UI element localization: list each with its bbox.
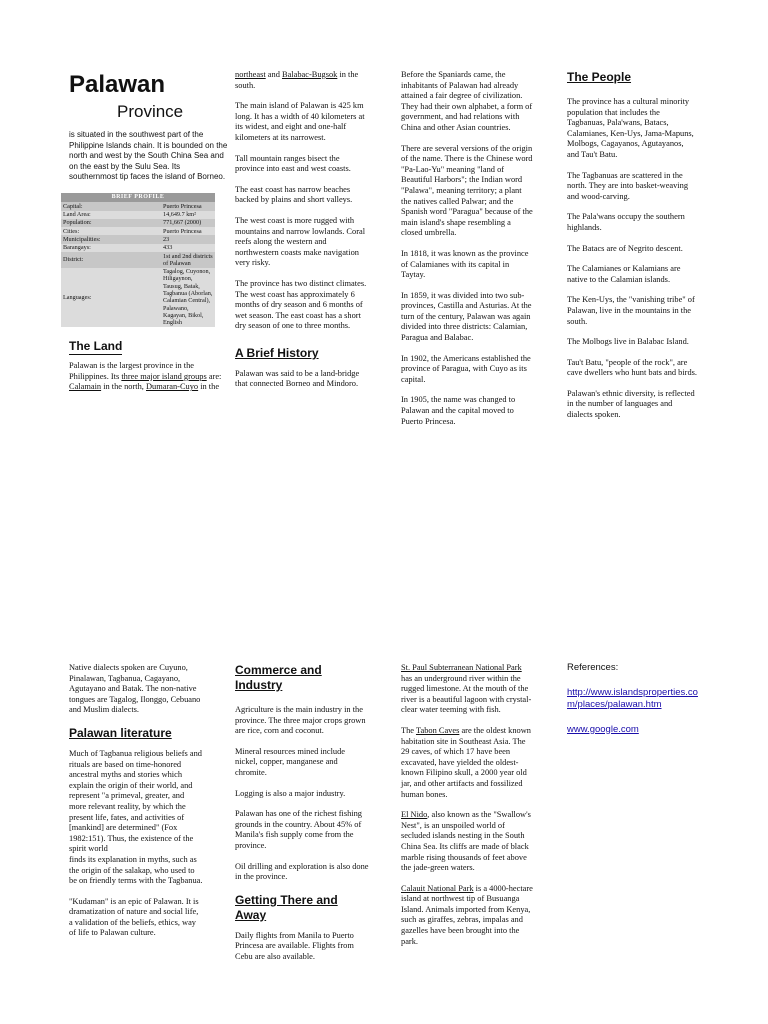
attraction-paragraph: The Tabon Caves are the oldest known habitation site in Southeast Asia. The 29 caves, of which 17 have been excavated, have yielded the oldest-known Filipino skull, a 2000 year old jar, and other artifacts and fossilized human bones.: [401, 725, 531, 799]
history-paragraph: In 1902, the Americans established the province of Paragua, with Cuyo as its capital.: [401, 353, 531, 384]
reference-link[interactable]: http://www.islandsproperties.com/places/palawan.htm: [567, 686, 698, 710]
table-row: Cities: Puerto Princesa: [61, 227, 215, 235]
column-1-bottom: [69, 663, 203, 949]
table-row: District: 1st and 2nd districts of Palawan: [61, 252, 215, 268]
table-header: BRIEF PROFILE: [61, 193, 215, 202]
people-paragraph: Tau't Batu, "people of the rock", are cave dwellers who hunt bats and birds.: [567, 357, 698, 378]
column-2-bottom: [235, 663, 369, 973]
attraction-paragraph: Calauit National Park is a 4000-hectare island at northwest tip of Busuanga Island. Animals imported from Kenya, such as giraffes, zebras, impalas and gazelles have been brought into the park.: [401, 883, 533, 946]
island-groups-link[interactable]: three major island groups: [121, 371, 207, 381]
attraction-paragraph: El Nido, also known as the "Swallow's Nest", is an unspoiled world of secluded islands nesting in the South China Sea. Its cliffs are made of black marble rising thousands of feet above the jade-green waters.: [401, 810, 531, 873]
commerce-paragraph: Oil drilling and exploration is also done in the province.: [235, 861, 369, 882]
history-paragraph: Before the Spaniards came, the inhabitants of Palawan had already attained a fair degree of civilization. They had their own alphabet, a form of government, and had relations with China and other Asian countries.: [401, 70, 533, 132]
reference-link[interactable]: www.google.com: [567, 723, 639, 735]
page-subtitle: Province: [117, 102, 184, 121]
tabon-caves-link[interactable]: Tabon Caves: [415, 725, 460, 735]
literature-paragraph: "Kudaman" is an epic of Palawan. It is dramatization of nature and social life, a validation of the beliefs, ethics, way of life to Palawan culture.: [69, 896, 199, 938]
balabac-bugsok-link[interactable]: Balabac-Bugsok: [281, 70, 338, 79]
page-title: Palawan: [69, 71, 166, 98]
table-row: Capital: Puerto Princesa: [61, 202, 215, 210]
literature-paragraph: Much of Tagbanua religious beliefs and rituals are based on time-honored ancestral myths and stories which explain the origin of their world, and represent "a primeval, greater, and more relevant reality, by which the present life, fates, and activities of [mankind] are determined" (Fox 1982:151). Thus, the existence of the spirit world: [69, 748, 202, 854]
table-row: Land Area: 14,649.7 km²: [61, 211, 215, 219]
the-people-heading: The People: [567, 70, 632, 84]
people-paragraph: The Batacs are of Negrito descent.: [567, 243, 683, 253]
the-land-paragraph: Palawan is the largest province in the Philippines. Its three major island groups are: Calamain in the north, Dumaran-Cuyo in the: [69, 361, 222, 392]
the-land-paragraph-cont: northeast and Balabac-Bugsok in the south.: [235, 70, 359, 90]
people-paragraph: The Pala'wans occupy the southern highlands.: [567, 212, 685, 232]
history-paragraph: There are several versions of the origin of the name. There is the Chinese word "Pa-Lao-Yu" meaning "land of Beautiful Harbors"; the Indian word "Palawa", meaning territory; a plant the natives called Palwar; and the Spanish word "Paragua" because of the main island's shape resembling a closed umbrella.: [401, 143, 533, 238]
column-4-top: [567, 70, 697, 431]
people-paragraph: The Calamianes or Kalamians are native to the Calamian islands.: [567, 264, 681, 284]
column-2-top: [235, 70, 367, 400]
land-paragraph: The west coast is more rugged with mountains and narrow lowlands. Coral reefs along the western and northwestern coasts make navigation very risky.: [235, 215, 366, 268]
land-paragraph: The main island of Palawan is 425 km long. It has a width of 40 kilometers at its widest, and eight and one-half kilometers at its narrowest.: [235, 101, 365, 142]
calamain-link[interactable]: Calamain: [69, 382, 102, 392]
calauit-link[interactable]: Calauit National Park: [401, 883, 474, 893]
column-3-top: [401, 70, 533, 437]
history-paragraph: In 1818, it was known as the province of Calamianes with its capital in Taytay.: [401, 248, 529, 280]
commerce-heading: Commerce and Industry: [235, 663, 322, 692]
commerce-paragraph: Palawan has one of the richest fishing grounds in the country. About 45% of Manila's fish supply come from the province.: [235, 809, 362, 850]
land-paragraph: The province has two distinct climates. The west coast has approximately 6 months of dry season and 6 months of wet season. The east coast has a short dry season of one to three months.: [235, 278, 367, 331]
column-1-top: [63, 71, 229, 403]
el-nido-link[interactable]: El Nido: [401, 810, 428, 820]
brief-profile-table: [61, 193, 215, 327]
attraction-paragraph: St. Paul Subterranean National Park has an underground river within the rugged limestone. At the mouth of the river is a beautiful lagoon with crystal-clear water teeming with fish.: [401, 663, 532, 715]
history-paragraph: In 1859, it was divided into two sub-provinces, Castilla and Asturias. At the turn of the century, Palawan was again divided into three districts: Calamian, Paragua and Balabac.: [401, 290, 532, 343]
table-row: Population: 771,667 (2000): [61, 219, 215, 227]
literature-paragraph-cont: finds its explanation in myths, such as the origin of the salakap, who used to be on friendly terms with the Tagbanua.: [69, 854, 203, 886]
brief-history-heading: A Brief History: [235, 345, 319, 360]
history-paragraph: Palawan was said to be a land-bridge that connected Borneo and Mindoro.: [235, 368, 360, 389]
commerce-paragraph: Logging is also a major industry.: [235, 788, 346, 798]
land-paragraph: The east coast has narrow beaches backed by plains and short valleys.: [235, 184, 353, 205]
st-paul-link[interactable]: St. Paul Subterranean National Park: [401, 663, 522, 672]
people-paragraph: The province has a cultural minority population that includes the Tagbanuas, Pala'wans, Batacs, Calamianes, Ken-Uys, Jama-Mapuns, Molbogs, Cagayanos, Agutayanos, and Tau't Batu.: [567, 97, 694, 159]
people-paragraph: The Tagbanuas are scattered in the north. They are into basket-weaving and wood-carving.: [567, 170, 689, 201]
people-paragraph: Palawan's ethnic diversity, is reflected in the number of languages and dialects spoken.: [567, 388, 695, 420]
northeast-link[interactable]: northeast: [235, 70, 266, 79]
table-row: Municipalities: 23: [61, 235, 215, 243]
dumaran-cuyo-link[interactable]: Dumaran-Cuyo: [146, 382, 199, 392]
table-row: Languages: Tagalog, Cuyonon, Hiligaynon, Tausug, Batak, Tagbanua (Aborlan, Calamian Central), Palawano, Kagayan, Bikol, English: [61, 268, 215, 327]
column-4-bottom: [567, 662, 699, 746]
commerce-paragraph: Mineral resources mined include nickel, copper, manganese and chromite.: [235, 746, 345, 777]
getting-there-heading: Getting There and Away: [235, 892, 338, 922]
people-paragraph: The Molbogs live in Balabac Island.: [567, 337, 689, 347]
dialects-paragraph: Native dialects spoken are Cuyuno, Pinalawan, Tagbanua, Cagayano, Agutayano and Batak. The non-native tongues are Tagalog, Ilonggo, Cebuano and Muslim dialects.: [69, 663, 201, 715]
getting-there-paragraph: Daily flights from Manila to Puerto Princesa are available. Flights from Cebu are also available.: [235, 930, 354, 961]
history-paragraph: In 1905, the name was changed to Palawan and the capital moved to Puerto Princesa.: [401, 395, 516, 426]
the-land-heading: The Land: [69, 339, 123, 354]
intro-paragraph: is situated in the southwest part of the Philippine Islands chain. It is bounded on the north and west by the South China Sea and on the east by the Sulu Sea. Its southernmost tip faces the island of Borneo.: [69, 130, 228, 182]
land-paragraph: Tall mountain ranges bisect the province into east and west coasts.: [235, 153, 351, 174]
column-3-bottom: [401, 663, 533, 957]
commerce-paragraph: Agriculture is the main industry in the province. The three major crops grown are rice, corn and coconut.: [235, 705, 366, 736]
literature-heading: Palawan literature: [69, 725, 172, 740]
references-heading: References:: [567, 662, 619, 673]
table-row: Barangays: 433: [61, 244, 215, 252]
people-paragraph: The Ken-Uys, the "vanishing tribe" of Palawan, live in the mountains in the south.: [567, 295, 695, 326]
